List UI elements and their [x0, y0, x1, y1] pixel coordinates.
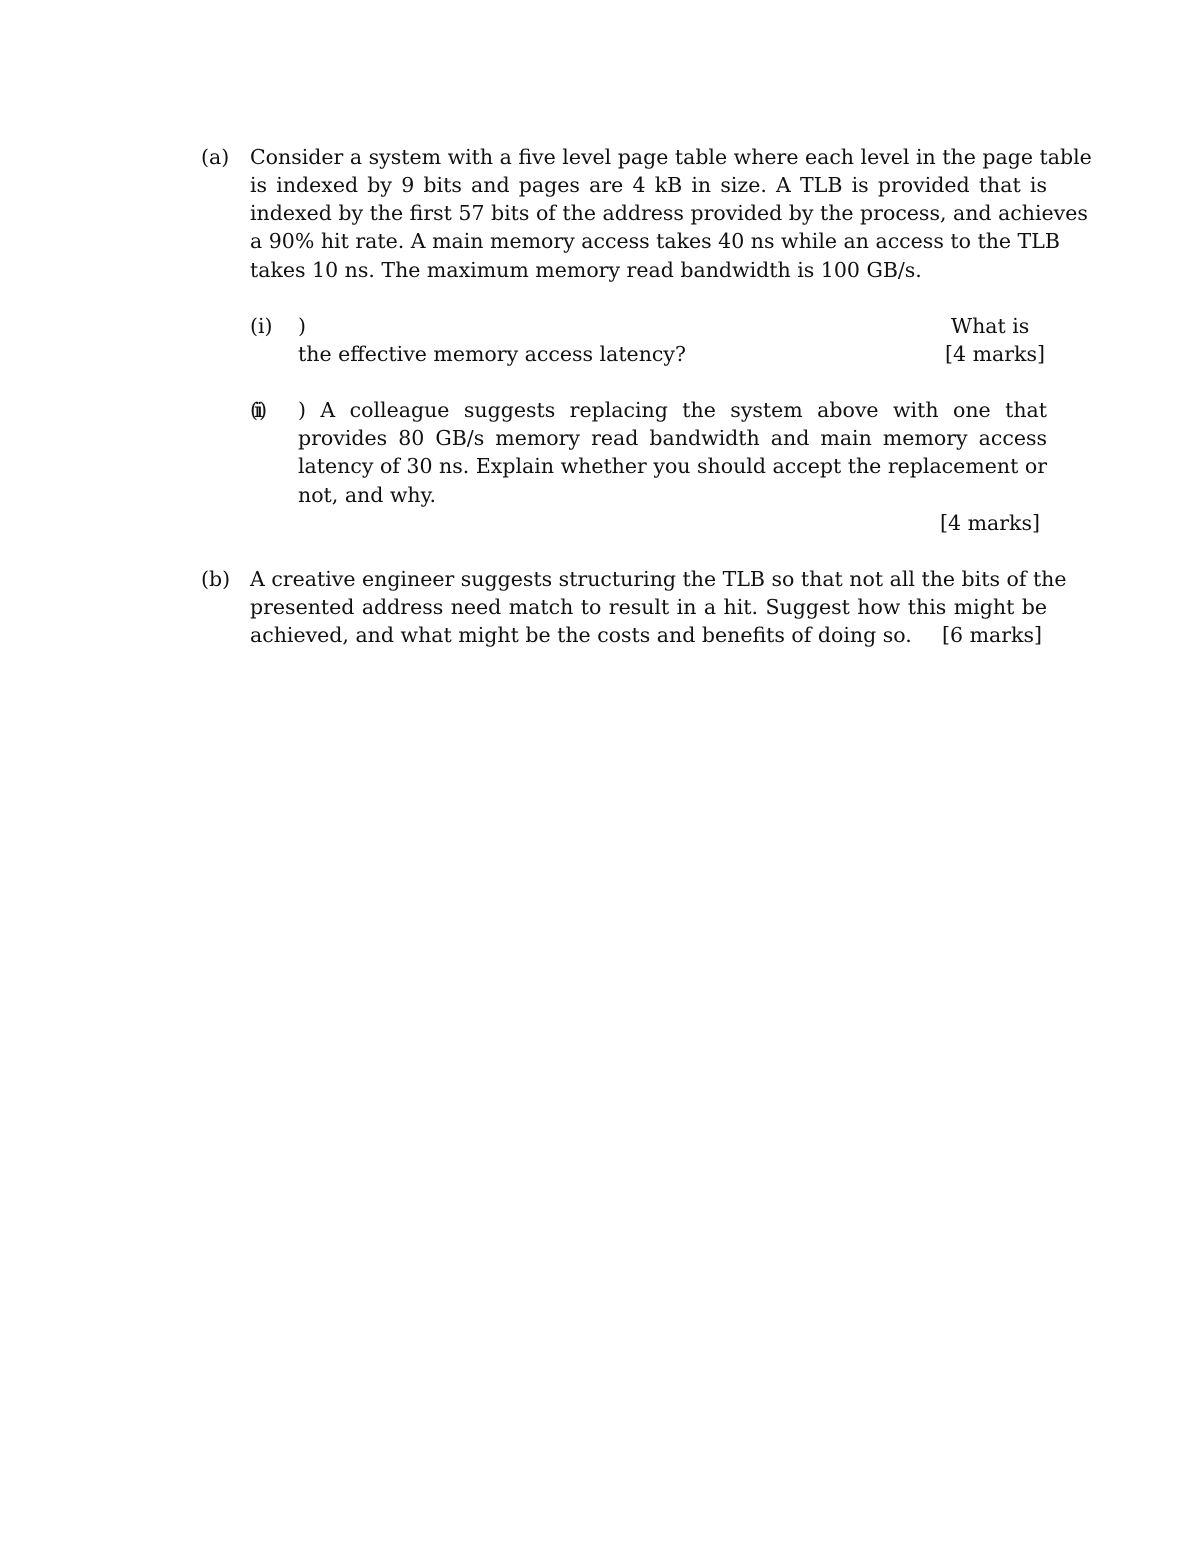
sub-i-label: (i) [250, 314, 273, 338]
part-b-label: (b) [201, 567, 231, 591]
sub-i-paren: ) [298, 314, 306, 338]
part-a-label: (a) [201, 145, 230, 169]
part-b-line-3: achieved, and what might be the costs and benefits of doing so. [250, 623, 912, 647]
part-a-line-4: a 90% hit rate. A main memory access takes 40 ns while an access to the TLB [250, 229, 1060, 253]
sub-ii-line-3: latency of 30 ns. Explain whether you should accept the replacement or [298, 454, 1047, 478]
sub-i-text: the effective memory access latency? [298, 342, 686, 366]
part-a-line-1: Consider a system with a five level page table where each level in the page table [250, 145, 1092, 169]
part-a-line-2: is indexed by 9 bits and pages are 4 kB in size. A TLB is provided that is [250, 173, 1047, 197]
part-b-line-1: A creative engineer suggests structuring the TLB so that not all the bits of the [250, 567, 1067, 591]
sub-ii-line-4: not, and why. [298, 483, 437, 507]
sub-ii-marks: [4 marks] [940, 511, 1040, 535]
sub-ii-line-2: provides 80 GB/s memory read bandwidth and main memory access [298, 426, 1047, 450]
part-b-marks: [6 marks] [942, 623, 1042, 647]
question-part-b [0, 0, 1200, 660]
sub-i-lead: What is [951, 314, 1030, 338]
sub-ii-label: (ii) [250, 398, 264, 422]
sub-ii-line-1: ) A colleague suggests replacing the system above with one that [298, 398, 1047, 422]
part-b-line-2: presented address need match to result in a hit. Suggest how this might be [250, 595, 1047, 619]
part-a-line-3: indexed by the first 57 bits of the address provided by the process, and achieves [250, 201, 1088, 225]
sub-i-marks: [4 marks] [945, 342, 1045, 366]
part-a-line-5: takes 10 ns. The maximum memory read bandwidth is 100 GB/s. [250, 258, 922, 282]
